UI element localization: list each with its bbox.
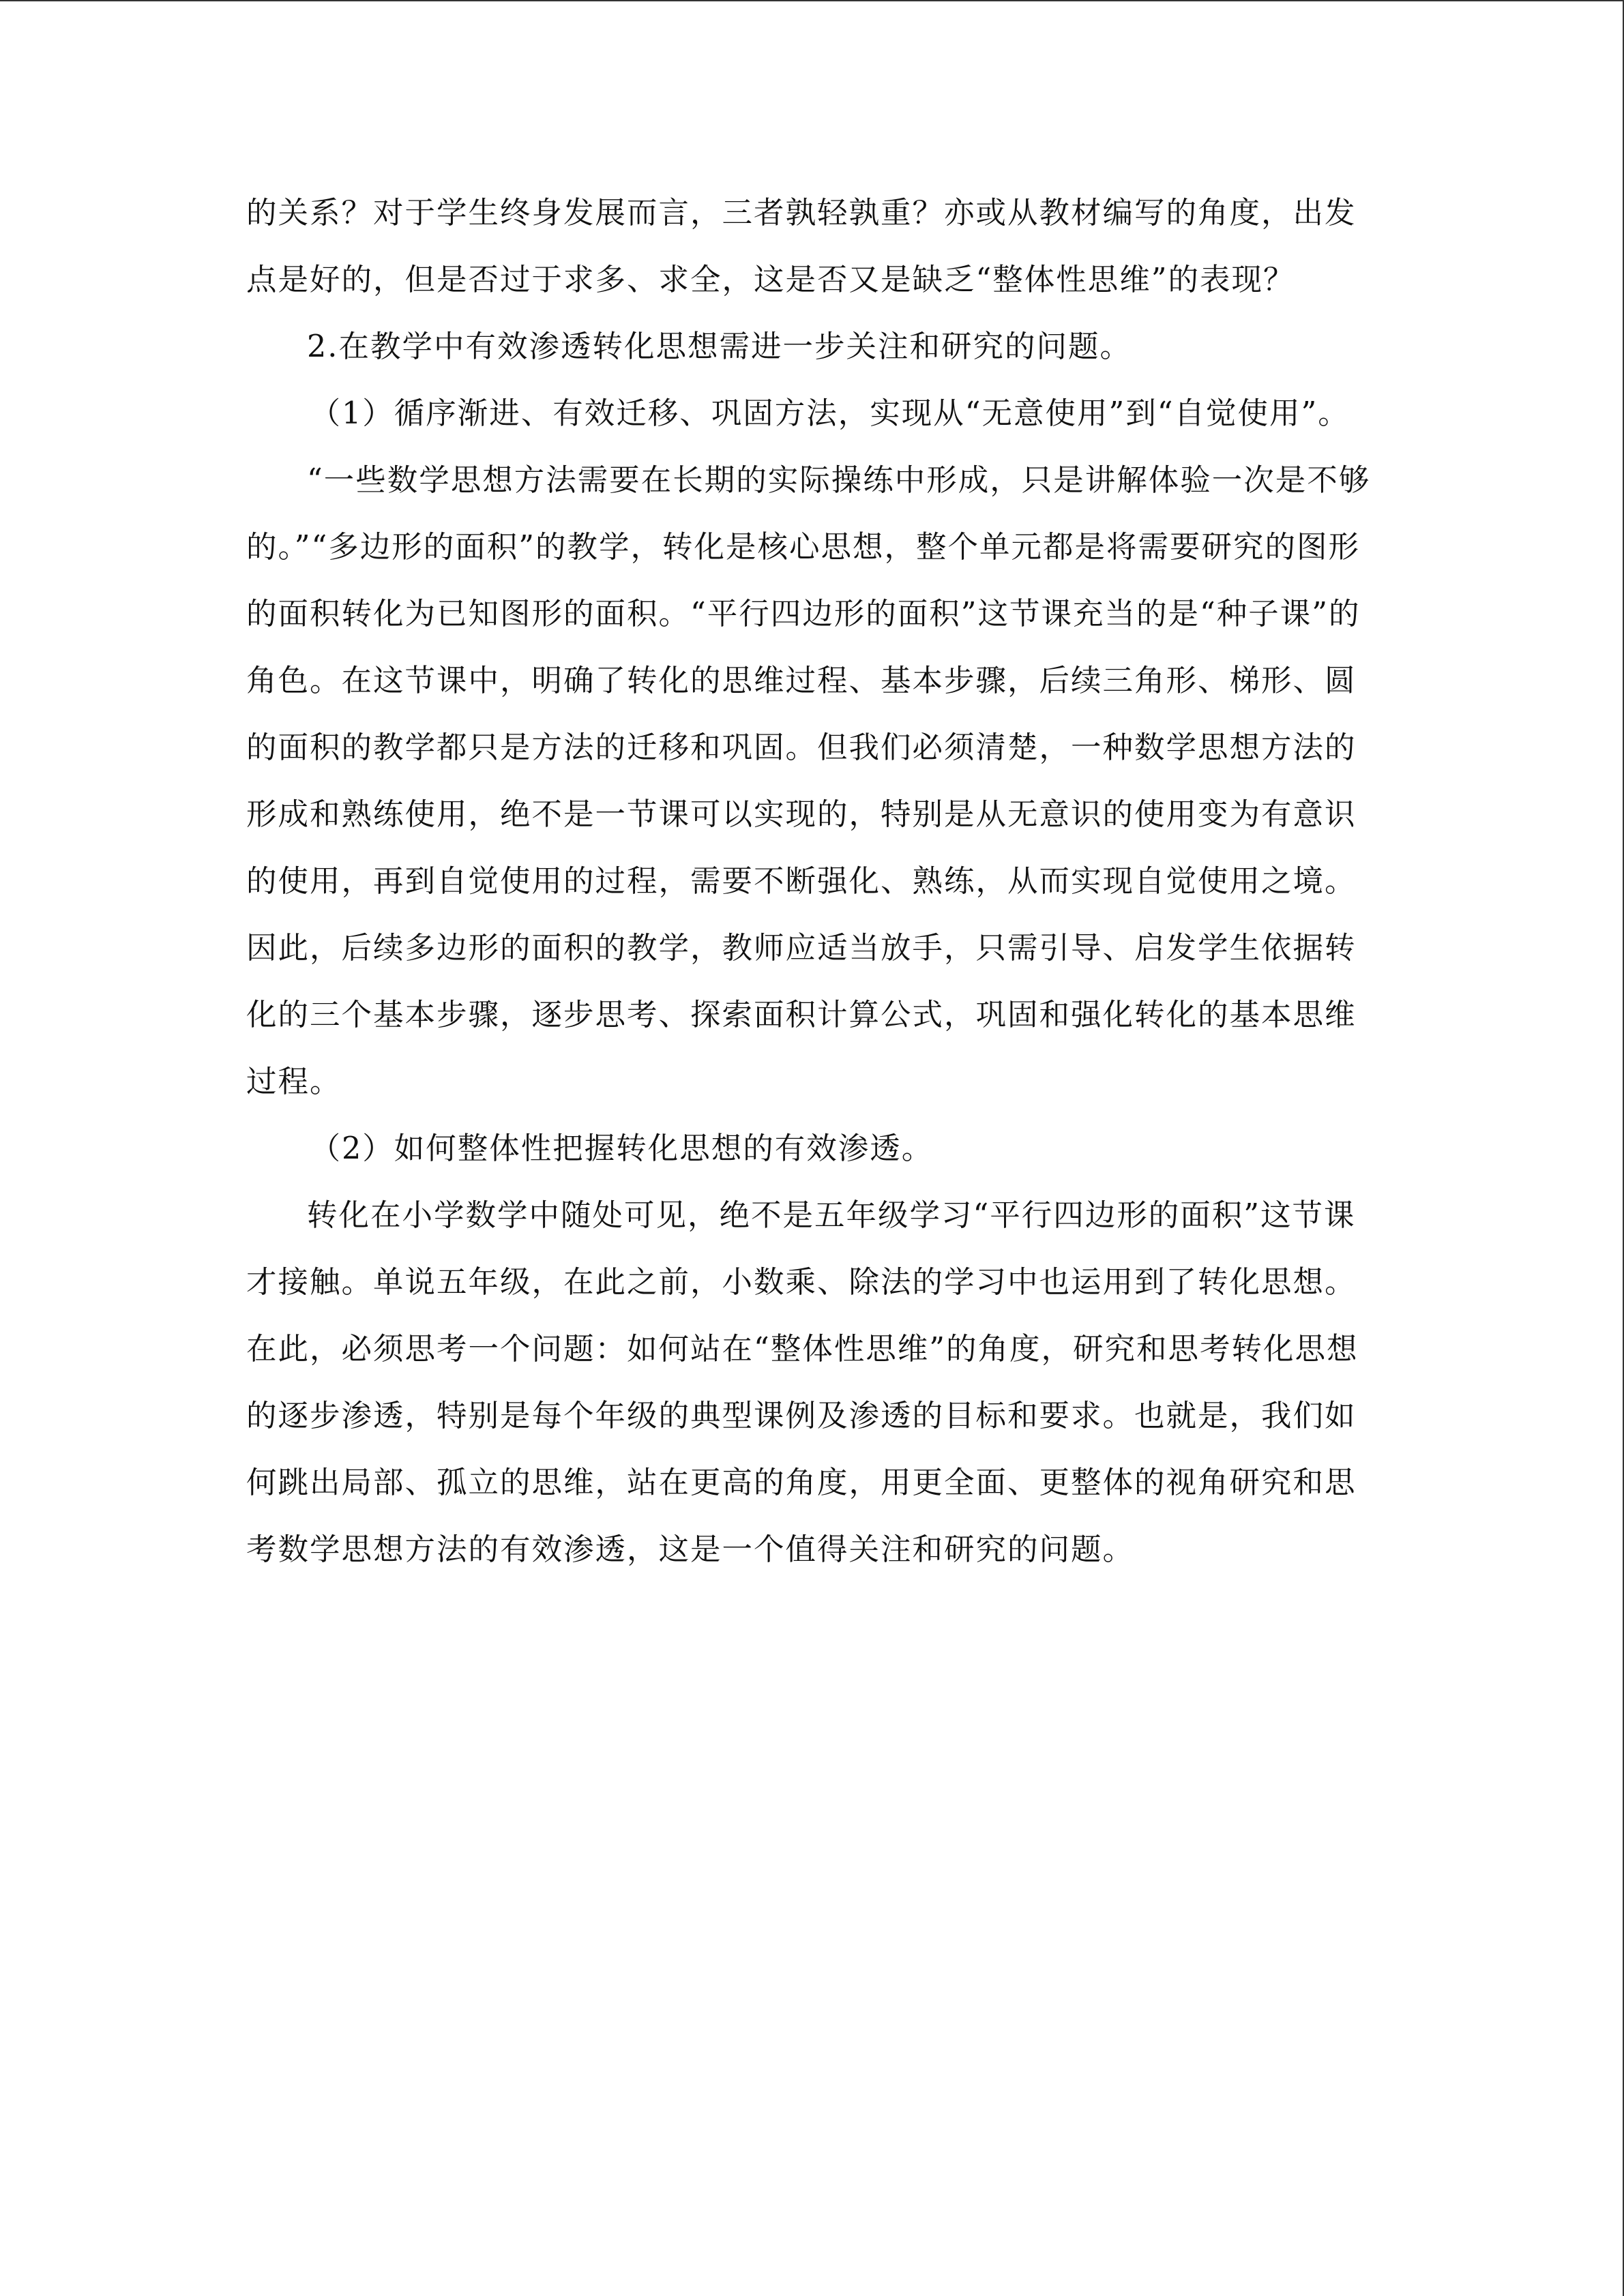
document-body [246,180,1378,1583]
subheading-1: （1）循序渐进、有效迁移、巩固方法，实现从“无意使用”到“自觉使用”。 [310,396,1350,431]
subheading-2: （2）如何整体性把握转化思想的有效渗透。 [310,1131,934,1166]
paragraph-body-2: 转化在小学数学中随处可见，绝不是五年级学习“平行四边形的面积”这节课才接触。单说五年级，在此之前，小数乘、除法的学习中也运用到了转化思想。在此，必须思考一个问题：如何站在“整体性思维”的角度，研究和思考转化思想的逐步渗透，特别是每个年级的典型课例及渗透的目标和要求。也就是，我们如何跳出局部、孤立的思维，站在更高的角度，用更全面、更整体的视角研究和思考数学思想方法的有效渗透，这是一个值得关注和研究的问题。 [246,1198,1359,1567]
section-heading-2: 2.在教学中有效渗透转化思想需进一步关注和研究的问题。 [307,329,1132,364]
paragraph-continuation: 的关系？对于学生终身发展而言，三者孰轻孰重？亦或从教材编写的角度，出发点是好的，但是否过于求多、求全，这是否又是缺乏“整体性思维”的表现？ [246,196,1357,297]
paragraph-body-1: “一些数学思想方法需要在长期的实际操练中形成，只是讲解体验一次是不够的。”“多边形的面积”的教学，转化是核心思想，整个单元都是将需要研究的图形的面积转化为已知图形的面积。“平行四边形的面积”这节课充当的是“种子课”的角色。在这节课中，明确了转化的思维过程、基本步骤，后续三角形、梯形、圆的面积的教学都只是方法的迁移和巩固。但我们必须清楚，一种数学思想方法的形成和熟练使用，绝不是一节课可以实现的，特别是从无意识的使用变为有意识的使用，再到自觉使用的过程，需要不断强化、熟练，从而实现自觉使用之境。因此，后续多边形的面积的教学，教师应适当放手，只需引导、启发学生依据转化的三个基本步骤，逐步思考、探索面积计算公式，巩固和强化转化的基本思维过程。 [246,463,1371,1099]
